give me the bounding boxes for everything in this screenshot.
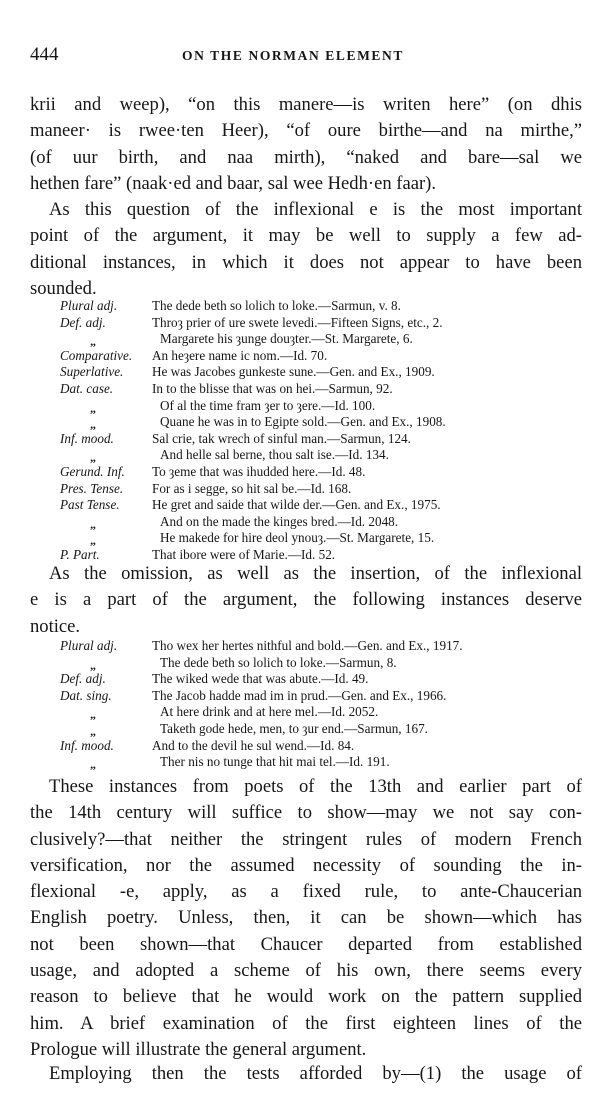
example-text: Of al the time fram ȝer to ȝere.—Id. 100.	[160, 397, 376, 413]
ditto-mark: „	[90, 757, 96, 772]
grammar-label: Comparative.	[60, 347, 133, 363]
example-row	[60, 447, 580, 464]
example-row	[60, 315, 580, 332]
example-text: Margarete his ȝunge douȝter.—St. Margarete, 6.	[160, 331, 413, 347]
paragraph-1	[30, 92, 582, 197]
example-text: That ibore were of Marie.—Id. 52.	[152, 546, 336, 562]
example-row	[60, 464, 580, 481]
text-line: e is a part of the argument, the following instances deserve	[30, 589, 582, 611]
ditto-mark: „	[90, 400, 96, 415]
text-line: not been shown—that Chaucer departed from established	[30, 933, 582, 955]
text-line: sounded.	[30, 277, 97, 299]
example-text: The wiked wede that was abute.—Id. 49.	[152, 671, 369, 687]
example-text: In to the blisse that was on hei.—Sarmun, 92.	[152, 380, 393, 396]
example-text: At here drink and at here mel.—Id. 2052.	[160, 704, 379, 720]
example-row	[60, 497, 580, 514]
examples-table-2	[60, 638, 580, 771]
text-line: usage, and adopted a scheme of his own, there seems every	[30, 960, 582, 982]
text-line: point of the argument, it may be well to supply a few ad-	[30, 225, 582, 247]
text-line: the 14th century will suffice to show—may we not say con-	[30, 802, 582, 824]
page-number: 444	[30, 44, 59, 65]
ditto-mark: „	[90, 334, 96, 349]
page-header	[30, 44, 585, 70]
example-row	[60, 738, 580, 755]
example-text: He makede for hire deol ynouȝ.—St. Margarete, 15.	[160, 530, 435, 546]
running-head: ON THE NORMAN ELEMENT	[182, 48, 404, 63]
text-line: ditional instances, in which it does not appear to have been	[30, 251, 582, 273]
text-line: hethen fare” (naak·ed and baar, sal wee Hedh·en faar).	[30, 172, 437, 194]
ditto-mark: „	[90, 707, 96, 722]
paragraph-2	[30, 197, 582, 302]
example-text: An heȝere name ic nom.—Id. 70.	[152, 347, 328, 363]
text-line: (of uur birth, and naa mirth), “naked and bare—sal we	[30, 146, 582, 168]
text-line: English poetry. Unless, then, it can be shown—which has	[30, 907, 582, 929]
grammar-label: Inf. mood.	[60, 430, 114, 446]
text-line: maneer· is rwee·ten Heer), “of oure birthe—and na mirthe,”	[30, 120, 582, 142]
ditto-mark: „	[90, 417, 96, 432]
grammar-label: P. Part.	[60, 546, 100, 562]
example-text: And to the devil he sul wend.—Id. 84.	[152, 737, 355, 753]
example-text: To ȝeme that was ihudded here.—Id. 48.	[152, 463, 366, 479]
grammar-label: Plural adj.	[60, 298, 118, 313]
grammar-label: Gerund. Inf.	[60, 463, 125, 479]
text-line: flexional -e, apply, as a fixed rule, to ante-Chaucerian	[30, 881, 582, 903]
example-row	[60, 398, 580, 415]
example-row	[60, 364, 580, 381]
grammar-label: Def. adj.	[60, 314, 106, 330]
example-text: And on the made the kinges bred.—Id. 2048.	[160, 513, 399, 529]
text-line: krii and weep), “on this manere—is writen here” (on dhis	[30, 94, 582, 115]
example-text: For as i segge, so hit sal be.—Id. 168.	[152, 480, 352, 496]
example-row	[60, 381, 580, 398]
example-row	[60, 671, 580, 688]
example-text: Sal crie, tak wrech of sinful man.—Sarmun, 124.	[152, 430, 411, 446]
example-text: Throȝ prier of ure swete levedi.—Fifteen Signs, etc., 2.	[152, 314, 443, 330]
example-text: And helle sal berne, thou salt ise.—Id. 134.	[160, 447, 389, 463]
example-text: He gret and saide that wilde der.—Gen. and Ex., 1975.	[152, 497, 441, 513]
example-row	[60, 721, 580, 738]
paragraph-3	[30, 561, 582, 640]
example-row	[60, 414, 580, 431]
ditto-mark: „	[90, 533, 96, 548]
example-row	[60, 655, 580, 672]
text-line: him. A brief examination of the first eighteen lines of the	[30, 1012, 582, 1034]
example-row	[60, 688, 580, 705]
example-row	[60, 331, 580, 348]
example-row	[60, 530, 580, 547]
text-line: As this question of the inflexional e is the most important	[49, 199, 582, 220]
text-line: These instances from poets of the 13th and earlier part of	[49, 776, 582, 797]
grammar-label: Past Tense.	[60, 497, 120, 513]
example-row	[60, 704, 580, 721]
ditto-mark: „	[90, 657, 96, 672]
text-line: clusively?—that neither the stringent rules of modern French	[30, 828, 582, 850]
grammar-label: Dat. case.	[60, 380, 114, 396]
grammar-label: Plural adj.	[60, 638, 118, 653]
example-text: Tho wex her hertes nithful and bold.—Gen. and Ex., 1917.	[152, 638, 463, 653]
text-line: As the omission, as well as the insertion, of the inflexional	[49, 563, 582, 584]
example-text: The dede beth so lolich to loke.—Sarmun, 8.	[160, 654, 397, 670]
example-row	[60, 431, 580, 448]
examples-table-1	[60, 298, 580, 564]
example-text: The dede beth so lolich to loke.—Sarmun, v. 8.	[152, 298, 401, 313]
example-row	[60, 348, 580, 365]
ditto-mark: „	[90, 723, 96, 738]
grammar-label: Superlative.	[60, 364, 124, 380]
example-row	[60, 514, 580, 531]
text-line: Employing then the tests afforded by—(1) the usage of	[49, 1063, 582, 1084]
example-row	[60, 754, 580, 771]
paragraph-4	[30, 774, 582, 1063]
example-text: The Jacob hadde mad im in prud.—Gen. and Ex., 1966.	[152, 687, 447, 703]
grammar-label: Dat. sing.	[60, 687, 112, 703]
example-text: Ther nis no tunge that hit mai tel.—Id. 191.	[160, 754, 390, 770]
grammar-label: Inf. mood.	[60, 737, 114, 753]
ditto-mark: „	[90, 516, 96, 531]
example-row	[60, 481, 580, 498]
text-line: Prologue will illustrate the general argument.	[30, 1038, 367, 1060]
example-text: He was Jacobes gunkeste sune.—Gen. and Ex., 1909.	[152, 364, 435, 380]
paragraph-5	[30, 1061, 582, 1087]
example-text: Taketh gode hede, men, to ȝur end.—Sarmun, 167.	[160, 720, 428, 736]
example-row	[60, 298, 580, 315]
example-text: Quane he was in to Egipte sold.—Gen. and Ex., 1908.	[160, 414, 446, 430]
text-line: reason to believe that he would work on the pattern supplied	[30, 986, 582, 1008]
text-line: notice.	[30, 615, 81, 637]
grammar-label: Pres. Tense.	[60, 480, 124, 496]
text-line: versification, nor the assumed necessity of sounding the in-	[30, 854, 582, 876]
ditto-mark: „	[90, 450, 96, 465]
grammar-label: Def. adj.	[60, 671, 106, 687]
example-row	[60, 638, 580, 655]
